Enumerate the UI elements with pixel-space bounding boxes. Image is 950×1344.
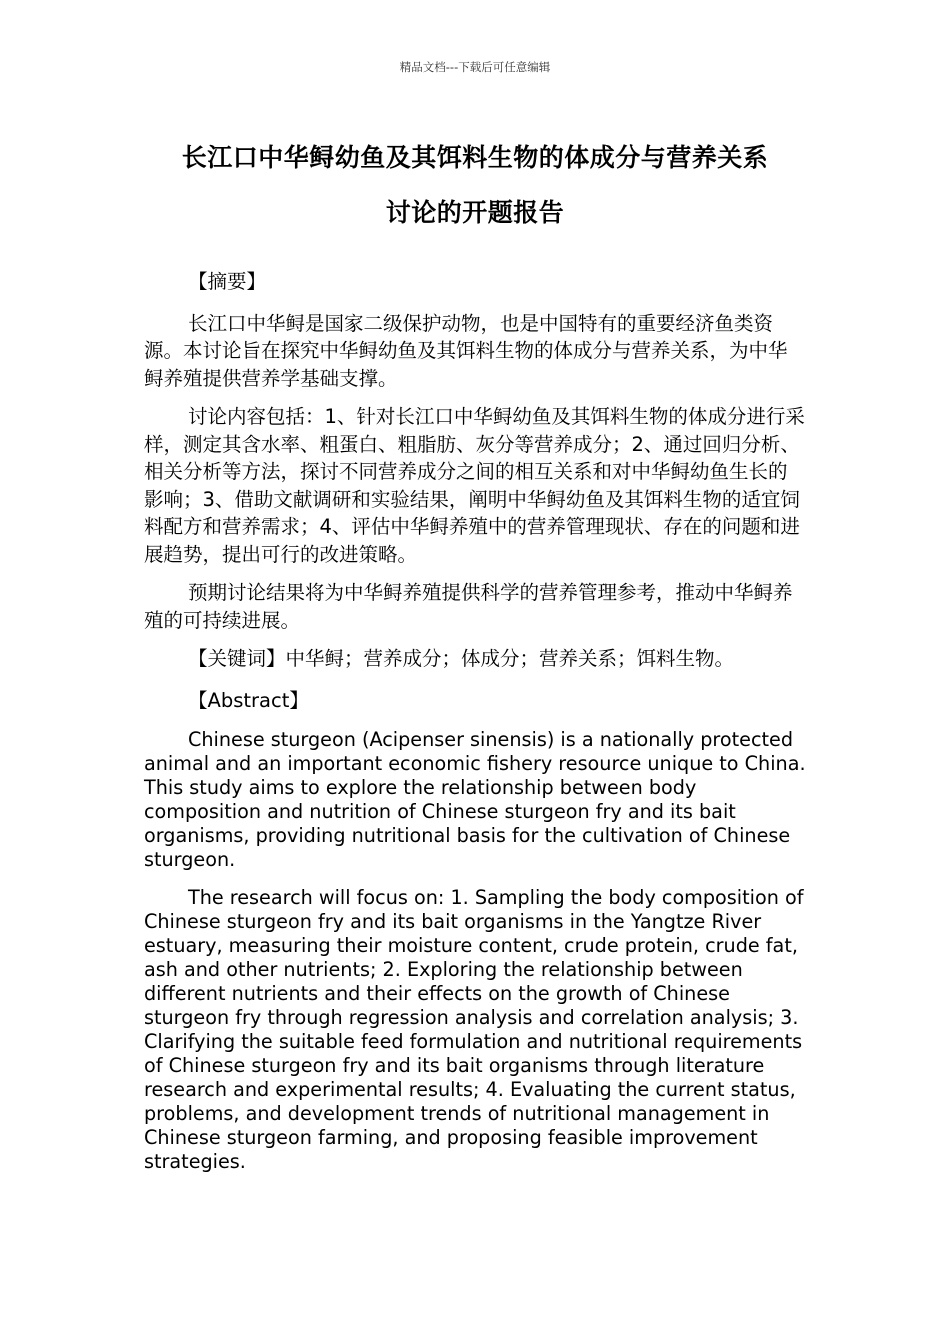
abstract-cn-paragraph: 预期讨论结果将为中华鲟养殖提供科学的营养管理参考，推动中华鲟养殖的可持续进展。 <box>144 581 793 632</box>
keywords-line: 【关键词】中华鲟；营养成分；体成分；营养关系；饵料生物。 <box>188 647 735 670</box>
abstract-cn-paragraph: 讨论内容包括：1、针对长江口中华鲟幼鱼及其饵料生物的体成分进行采样，测定其含水率、粗蛋白、粗脂肪、灰分等营养成分；2、通过回归分析、相关分析等方法，探讨不同营养成分之间的相互关系和对中华鲟幼鱼生长的影响；3、借助文献调研和实验结果，阐明中华鲟幼鱼及其饵料生物的适宜饲料配方和营养需求；4、评估中华鲟养殖中的营养管理现状、存在的问题和进展趋势，提出可行的改进策略。 <box>144 405 805 566</box>
abstract-en-heading: 【Abstract】 <box>188 688 309 712</box>
abstract-en-paragraph: The research will focus on: 1. Sampling the body composition of Chinese sturgeon fry and its bait organisms in the Yangtze River estuary, measuring their moisture content, crude protein, crude fat, ash and other nutrients; 2. Exploring the relationship between different nutrients and their effects on the growth of Chinese sturgeon fry through regression analysis and correlation analysis; 3. Clarifying the suitable feed formulation and nutritional requirements of Chinese sturgeon fry and its bait organisms through literature research and experimental results; 4. Evaluating the current status, problems, and development trends of nutritional management in Chinese sturgeon farming, and proposing feasible improvement strategies. <box>144 886 804 1173</box>
document-body <box>144 268 806 1188</box>
page-header-note: 精品文档---下载后可任意编辑 <box>399 60 551 74</box>
abstract-en-paragraph: Chinese sturgeon (Acipenser sinensis) is a nationally protected animal and an important economic fishery resource unique to China. This study aims to explore the relationship between body composition and nutrition of Chinese sturgeon fry and its bait organisms, providing nutritional basis for the cultivation of Chinese sturgeon. <box>144 728 806 871</box>
abstract-cn-heading: 【摘要】 <box>188 270 267 293</box>
document-title-line-2: 讨论的开题报告 <box>385 198 565 227</box>
abstract-cn-paragraph: 长江口中华鲟是国家二级保护动物，也是中国特有的重要经济鱼类资源。本讨论旨在探究中华鲟幼鱼及其饵料生物的体成分与营养关系，为中华鲟养殖提供营养学基础支撑。 <box>144 311 788 390</box>
document-title-line-1: 长江口中华鲟幼鱼及其饵料生物的体成分与营养关系 <box>181 143 769 172</box>
